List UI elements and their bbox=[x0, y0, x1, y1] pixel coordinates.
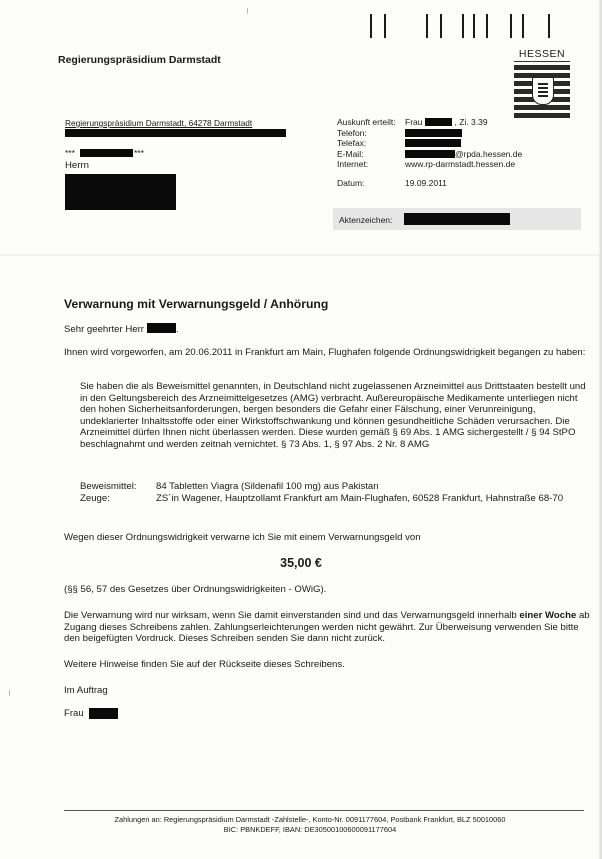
contact-info-labels bbox=[337, 117, 396, 189]
paragraph-accusation: Ihnen wird vorgeworfen, am 20.06.2011 in Frankfurt am Main, Flughafen folgende Ordnungswidrigkeit begangen zu haben: bbox=[64, 347, 586, 358]
evidence-label: Beweismittel: bbox=[80, 481, 137, 492]
redacted-sender-detail bbox=[65, 129, 286, 137]
value-datum: 19.09.2011 bbox=[405, 177, 447, 188]
lion-crest-icon bbox=[514, 65, 570, 119]
greeting: Sehr geehrter Herr . bbox=[64, 324, 179, 335]
recipient-salutation: Herrn bbox=[65, 160, 89, 171]
letter-title: Verwarnung mit Verwarnungsgeld / Anhörung bbox=[64, 297, 329, 311]
label-telefon: Telefon: bbox=[337, 127, 367, 138]
value-internet: www.rp-darmstadt.hessen.de bbox=[405, 159, 516, 170]
paragraph-offense: Sie haben die als Beweismittel genannten, in Deutschland nicht zugelassenen Arzneimittel aus Drittstaaten bestellt und in den Geltungsbereich des Arzneimittelgesetzes (AMG) verbracht. Außereuropäische Medikamente unterliegen nicht den hohen Sicherheitsanforderungen, bergen besonders die Gefahr einer Fälschung, einer Verunreinigung, undeklarierter Inhaltsstoffe oder einer Wirkstoffschwankung und können gesundheitliche Schäden verursachen. Die Arzneimittel dürfen Ihnen nicht überlassen werden. Diese wurden gemäß § 69 Abs. 1 AMG sichergestellt / § 94 StPO beschlagnahmt und werden zeitnah vernichtet. § 73 Abs. 1, § 97 Abs. 2 Nr. 8 AMG bbox=[80, 381, 586, 450]
label-datum: Datum: bbox=[337, 177, 365, 188]
sender-address-line: Regierungspräsidium Darmstadt, 64278 Darmstadt bbox=[65, 118, 253, 128]
label-telefax: Telefax: bbox=[337, 138, 367, 149]
value-telefon bbox=[405, 128, 522, 139]
postal-barcode bbox=[370, 14, 552, 38]
value-auskunft: Frau , Zi. 3.39 bbox=[405, 117, 488, 127]
redacted-signer-name bbox=[89, 708, 118, 719]
redacted-greeting-name bbox=[147, 323, 176, 333]
label-email: E-Mail: bbox=[337, 148, 364, 159]
agency-name: Regierungspräsidium Darmstadt bbox=[58, 54, 221, 66]
closing-phrase: Im Auftrag bbox=[64, 685, 108, 696]
footer-bank-line: Zahlungen an: Regierungspräsidium Darmstadt -Zahlstelle-, Konto-Nr. 0091177604, Postbank Frankfurt, BLZ 50010060 bbox=[114, 815, 506, 824]
hessen-coat-of-arms bbox=[514, 48, 570, 119]
recipient-stars-right: *** bbox=[134, 148, 144, 158]
hessen-label: HESSEN bbox=[514, 48, 570, 62]
paragraph-warning: Wegen dieser Ordnungswidrigkeit verwarne ich Sie mit einem Verwarnungsgeld von bbox=[64, 532, 421, 543]
paragraph-law-reference: (§§ 56, 57 des Gesetzes über Ordnungswidrigkeiten - OWiG). bbox=[64, 584, 327, 595]
deadline-emphasis: einer Woche bbox=[519, 610, 577, 621]
witness-value: ZS´in Wagener, Hauptzollamt Frankfurt am Main-Flughafen, 60528 Frankfurt, Hahnstraße 68-70 bbox=[156, 493, 564, 504]
redacted-phone bbox=[405, 129, 462, 137]
label-auskunft: Auskunft erteilt: bbox=[337, 117, 396, 127]
evidence-value: 84 Tabletten Viagra (Sildenafil 100 mg) aus Pakistan bbox=[156, 481, 379, 492]
scan-speck bbox=[247, 8, 248, 14]
redacted-recipient-code bbox=[80, 149, 133, 157]
signer-prefix: Frau bbox=[64, 708, 84, 719]
paragraph-validity: Die Verwarnung wird nur wirksam, wenn Sie damit einverstanden sind und das Verwarnungsgeld innerhalb einer Woche ab Zugang dieses Schreibens zahlen. Zahlungserleichterungen werden nicht gewährt. Zur Überweisung verwenden Sie bitte den beigefügten Vordruck. Dieses Schreiben senden Sie dann nicht zurück. bbox=[64, 610, 590, 645]
value-email: @rpda.hessen.de bbox=[405, 149, 522, 160]
payment-footer bbox=[40, 815, 580, 834]
value-telefax bbox=[405, 138, 522, 149]
scan-speck bbox=[9, 690, 10, 696]
redacted-recipient-address bbox=[65, 174, 176, 210]
footer-divider bbox=[64, 810, 584, 811]
paragraph-notes: Weitere Hinweise finden Sie auf der Rückseite dieses Schreibens. bbox=[64, 659, 345, 670]
contact-info-values bbox=[405, 117, 522, 189]
aktenzeichen-label: Aktenzeichen: bbox=[339, 215, 393, 225]
footer-iban-line: BIC: PBNKDEFF, IBAN: DE30500100600091177604 bbox=[223, 824, 397, 834]
redacted-aktenzeichen bbox=[404, 213, 510, 225]
redacted-email-user bbox=[405, 150, 455, 158]
witness-label: Zeuge: bbox=[80, 493, 110, 504]
redacted-fax bbox=[405, 139, 461, 147]
paper-fold bbox=[0, 254, 602, 256]
label-internet: Internet: bbox=[337, 159, 369, 170]
redacted-contact-name bbox=[425, 118, 452, 126]
recipient-stars-left: *** bbox=[65, 148, 75, 158]
fine-amount: 35,00 € bbox=[280, 556, 322, 570]
